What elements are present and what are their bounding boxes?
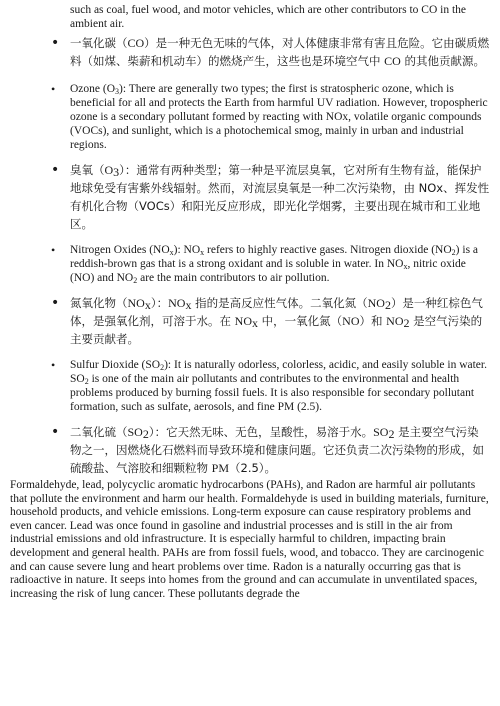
bullet-icon: • [51, 424, 60, 440]
bullet-icon: • [51, 82, 56, 96]
list-item-nox-en: • Nitrogen Oxides $(NO_x)$: $NO_x$ refers to highly reactive gases. Nitrogen dioxide $(NO_2)$ is a reddish-brown gas that is a strong oxidant and is soluble in water. In $NO_x$, nitric oxide (NO) and $NO_2$ are the main contributors to air pollution. [51, 243, 479, 285]
closing-paragraph: Formaldehyde, lead, polycyclic aromatic hydrocarbons (PAHs), and Radon are harmful air pollutants that pollute the environment and harm our health. Formaldehyde is used in building materials, furniture, household products, and vehicle emissions. Long-term exposure can cause respiratory problems and even cancer. Lead was once found in gasoline and industrial processes and is still in the air from industrial emissions and old infrastructure. It is especially harmful to children, impacting brain development and general health. PAHs are from fossil fuels, wood, and tobacco. They are carcinogenic and can cause severe lung and heart problems over time. Radon is a naturally occurring gas that is radioactive in nature. It seeps into homes from the ground and can accumulate in unventilated spaces, increasing the risk of lung cancer. These pollutants degrade the [10, 479, 489, 600]
list-item-so2-zh: • 二氧化硫$(SO_2)$：它天然无味、无色，呈酸性，易溶于水。$SO_2$ 是主要空气污染物之一，因燃烧化石燃料而导致环境和健康问题。它还负责二次污染物的形成，如硫酸盐、气溶胶和细颗粒物 PM（2.5）。 [51, 424, 484, 475]
bullet-icon: • [51, 243, 56, 257]
continuation-text: such as coal, fuel wood, and motor vehicles, which are other contributors to CO in the ambient air. [70, 4, 467, 30]
list-item-co-zh: • 一氧化碳（CO）是一种无色无味的气体，对人体健康非常有害且危险。它由碳质燃料（如煤、柴薪和机动车）的燃烧产生，这些也是环境空气中 CO 的其他贡献源。 [51, 35, 490, 68]
list-item-ozone-en: • Ozone $(O_3)$: There are generally two types; the first is stratospheric ozone, which is beneficial for all and protects the Earth from harmful UV radiation. However, tropospheric ozone is a secondary pollutant formed by reacting with NOx, volatile organic compounds (VOCs), and sunlight, which is a photochemical smog, mainly in urban and industrial regions. [51, 82, 488, 151]
list-item-nox-zh: • 氮氧化物$(NO_x)$：$NO_x$ 指的是高反应性气体。二氧化氮$(NO_2)$是一种红棕色气体，是强氧化剂，可溶于水。在 $NO_x$ 中，一氧化氮（NO）和 $NO_2$ 是空气污染的主要贡献者。 [51, 295, 483, 346]
bullet-icon: • [51, 35, 60, 51]
bullet-icon: • [51, 358, 56, 372]
list-item-so2-en: • Sulfur Dioxide $(SO_2)$: It is naturally odorless, colorless, acidic, and easily soluble in water. $SO_2$ is one of the main air pollutants and contributes to the environmental and health problems produced by burning fossil fuels. It is also responsible for secondary pollutant formation, such as sulfate, aerosols, and fine PM (2.5). [51, 358, 487, 413]
bullet-icon: • [51, 295, 60, 311]
pollutant-list [10, 34, 490, 477]
list-item-ozone-zh: • 臭氧$(O_3)$：通常有两种类型；第一种是平流层臭氧，它对所有生物有益，能保护地球免受有害紫外线辐射。然而，对流层臭氧是一种二次污染物，由 NOx、挥发性有机化合物（VOCs）和阳光反应形成，即光化学烟雾，主要出现在城市和工业地区。 [51, 162, 490, 231]
bullet-icon: • [51, 162, 60, 178]
